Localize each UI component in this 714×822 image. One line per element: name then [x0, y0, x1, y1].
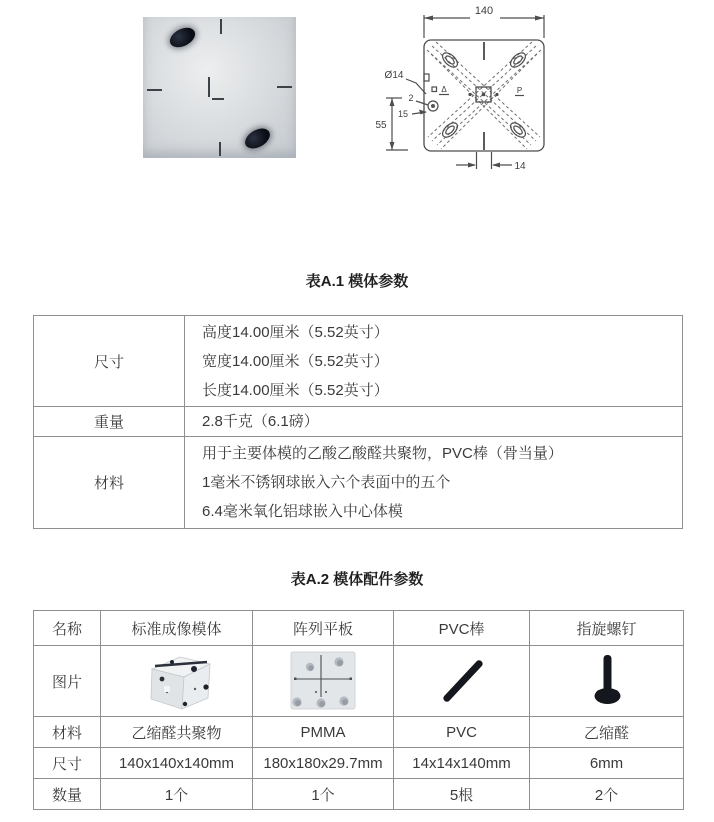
table-row [34, 646, 684, 717]
thumbscrew-image [567, 650, 647, 712]
pvc-rod-image [422, 651, 502, 711]
cell-rod-photo [394, 646, 530, 717]
registration-tick [277, 86, 292, 88]
registration-tick [219, 142, 221, 156]
dimension-line: 高度14.00厘米（5.52英寸） [202, 323, 389, 341]
cell-quantity-2: 1个 [253, 779, 394, 810]
cell-quantity-4: 2个 [530, 779, 684, 810]
table-a2-title: 表A.2 模体配件参数 [290, 571, 424, 588]
row-label-material: 材料 [34, 717, 101, 748]
cell-material [185, 437, 683, 529]
dim-hole-label: Ø14 [384, 70, 404, 81]
technical-drawing [372, 2, 602, 180]
cell-material-2: PMMA [253, 717, 394, 748]
table-row [34, 748, 684, 779]
phantom-marker-blob [167, 24, 199, 51]
table-row [34, 407, 683, 437]
row-label-material: 材料 [34, 437, 185, 529]
cell-quantity-3: 5根 [394, 779, 530, 810]
col-standard-phantom: 标准成像模体 [101, 611, 253, 646]
cell-material-3: PVC [394, 717, 530, 748]
cell-size-3: 14x14x140mm [394, 748, 530, 779]
cell-size-4: 6mm [530, 748, 684, 779]
cell-cube-photo [101, 646, 253, 717]
table-row [34, 779, 684, 810]
triangle-marker: Δ [441, 85, 447, 94]
table-a1 [33, 315, 683, 529]
cell-quantity-1: 1个 [101, 779, 253, 810]
phantom-marker-blob [242, 124, 274, 152]
cell-dimensions [185, 316, 683, 407]
table-row [34, 316, 683, 407]
material-line: 用于主要体模的乙酸乙酸醛共聚物，PVC棒（骨当量） [202, 445, 563, 462]
cell-material-4: 乙缩醛 [530, 717, 684, 748]
material-line: 6.4毫米氧化铝球嵌入中心体模 [202, 503, 403, 520]
dim-140-label: 140 [474, 5, 494, 17]
header-name: 名称 [34, 611, 101, 646]
phantom-radiograph-photo [143, 17, 296, 158]
array-plate-image [287, 650, 359, 712]
table-row [34, 611, 684, 646]
cell-plate-photo [253, 646, 394, 717]
cell-size-1: 140x140x140mm [101, 748, 253, 779]
cell-weight [185, 407, 683, 437]
registration-tick [220, 19, 222, 34]
row-label-weight: 重量 [34, 407, 185, 437]
dimension-line: 宽度14.00厘米（5.52英寸） [202, 352, 389, 370]
row-label-quantity: 数量 [34, 779, 101, 810]
row-label-image: 图片 [34, 646, 101, 717]
cell-size-2: 180x180x29.7mm [253, 748, 394, 779]
dim-14-label: 14 [514, 161, 526, 172]
cube-phantom-image [137, 649, 217, 713]
p-marker: P [516, 86, 523, 95]
col-thumbscrew: 指旋螺钉 [530, 611, 684, 646]
table-a1-title: 表A.1 模体参数 [305, 273, 409, 290]
dim-55-label: 55 [375, 120, 387, 131]
registration-tick [212, 98, 224, 100]
table-row [34, 437, 683, 529]
row-label-size: 尺寸 [34, 748, 101, 779]
material-line: 1毫米不锈钢球嵌入六个表面中的五个 [202, 474, 451, 491]
row-label-dimensions: 尺寸 [34, 316, 185, 407]
dim-15-label: 15 [397, 109, 409, 119]
weight-line: 2.8千克（6.1磅） [202, 413, 319, 430]
registration-tick [147, 89, 162, 91]
table-a2 [33, 610, 684, 810]
dim-2-label: 2 [408, 93, 414, 103]
cell-screw-photo [530, 646, 684, 717]
table-row [34, 717, 684, 748]
registration-tick [208, 77, 210, 97]
cell-material-1: 乙缩醛共聚物 [101, 717, 253, 748]
col-pvc-rod: PVC棒 [394, 611, 530, 646]
col-array-plate: 阵列平板 [253, 611, 394, 646]
dimension-line: 长度14.00厘米（5.52英寸） [202, 381, 389, 399]
